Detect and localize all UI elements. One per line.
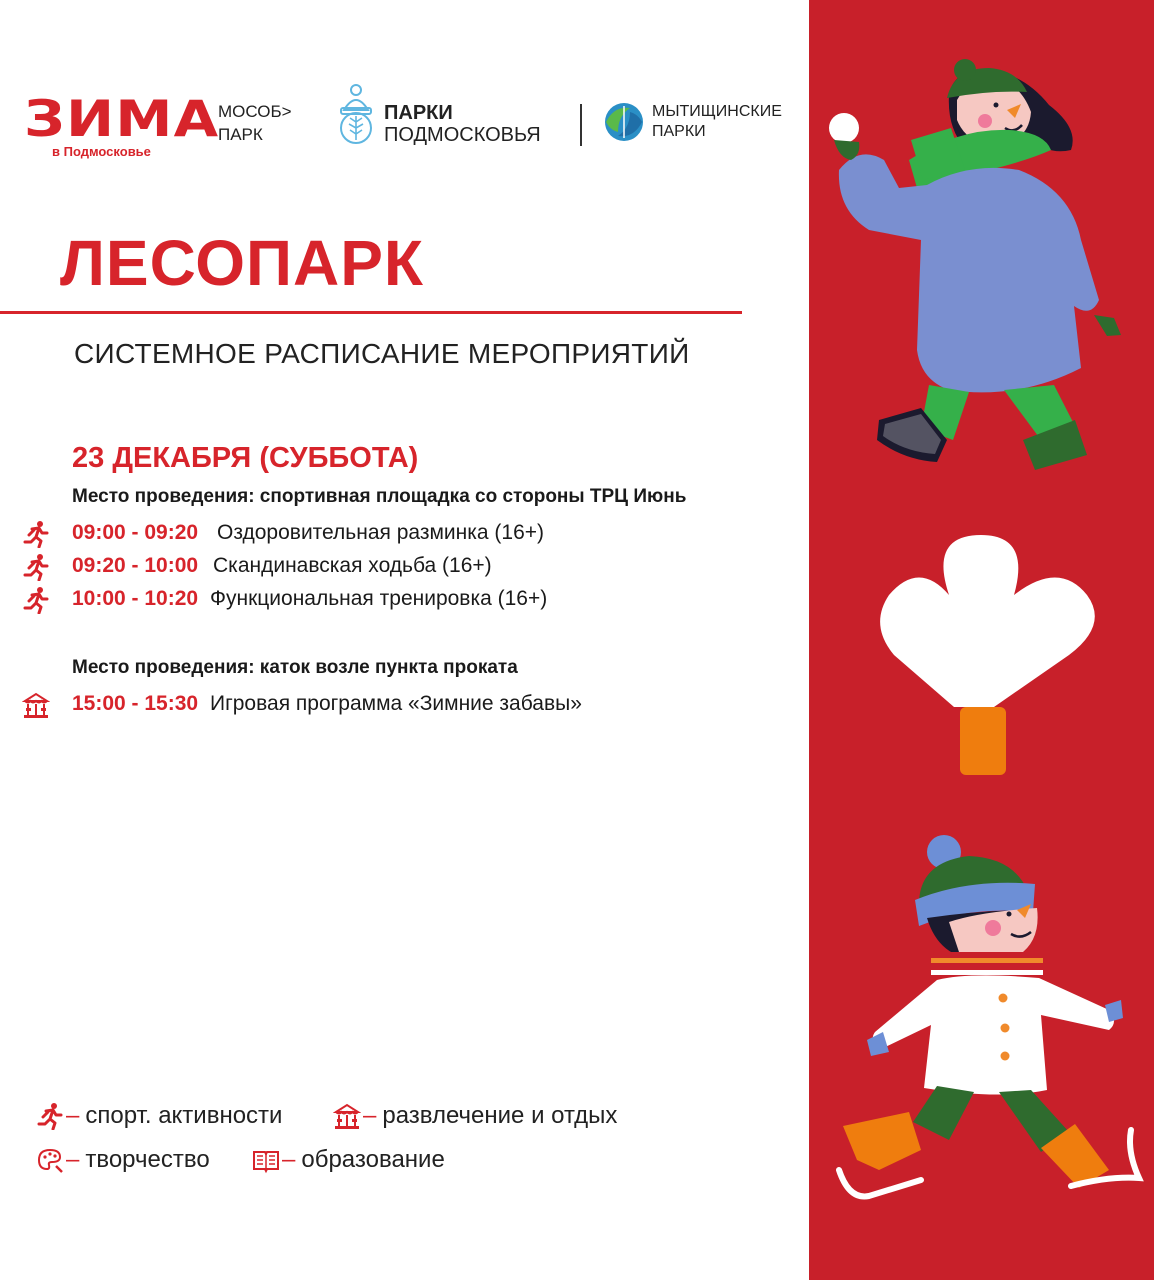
event-time: 10:00 - 10:20: [72, 587, 199, 610]
mosoblpark-logo: [218, 100, 292, 146]
runner-icon: [22, 520, 50, 548]
legend-label: развлечение и отдых: [382, 1102, 618, 1129]
event-time: 09:00 - 09:20: [72, 521, 199, 544]
carousel-icon: [22, 691, 50, 719]
zima-logo: [24, 90, 220, 159]
legend-dash: –: [66, 1146, 80, 1173]
page-subtitle: СИСТЕМНОЕ РАСПИСАНИЕ МЕРОПРИЯТИЙ: [74, 338, 690, 369]
legend-dash: –: [282, 1146, 296, 1173]
girl-with-snowball-illustration: [809, 0, 1154, 500]
mytishchi-parks-logo: [604, 102, 782, 142]
legend-edu: [252, 1146, 445, 1174]
event-name: Игровая программа «Зимние забавы»: [210, 692, 582, 715]
venue-label: Место проведения: каток возле пункта проката: [72, 657, 518, 678]
runner-icon: [22, 553, 50, 581]
parki-podmoskovya-logo: [336, 84, 541, 146]
runner-icon: [36, 1102, 64, 1130]
legend-fun: [333, 1102, 617, 1130]
legend-label: творчество: [85, 1146, 210, 1173]
mosoblpark-logo-line1: МОСОБ>: [218, 102, 292, 121]
boy-skating-illustration: [809, 800, 1154, 1280]
myt-logo-line2: ПАРКИ: [652, 123, 706, 140]
logo-divider: [580, 104, 582, 146]
book-icon: [252, 1146, 280, 1174]
zima-logo-subtitle: в Подмосковье: [52, 144, 151, 159]
decorative-panel: [809, 0, 1154, 1280]
legend-label: спорт. активности: [85, 1102, 283, 1129]
event-time: 15:00 - 15:30: [72, 692, 199, 715]
event-time: 09:20 - 10:00: [72, 554, 199, 577]
runner-icon: [22, 586, 50, 614]
event-name: Функциональная тренировка (16+): [210, 587, 548, 610]
tree-illustration: [809, 525, 1154, 785]
legend-art: [36, 1146, 210, 1174]
mosoblpark-logo-line2: ПАРК: [218, 125, 263, 144]
legend-sport: [36, 1102, 282, 1130]
legend-dash: –: [66, 1102, 80, 1129]
venue-label: Место проведения: спортивная площадка со стороны ТРЦ Июнь: [72, 486, 687, 507]
legend-label: образование: [301, 1146, 445, 1173]
parki-logo-line2: ПОДМОСКОВЬЯ: [384, 124, 541, 146]
zima-logo-text: ЗИМА: [24, 90, 220, 148]
parki-logo-line1: ПАРКИ: [384, 102, 453, 124]
leaf-globe-icon: [604, 102, 644, 142]
legend-dash: –: [363, 1102, 377, 1129]
title-underline: [0, 311, 742, 314]
hat-leaf-icon: [336, 84, 376, 146]
event-name: Оздоровительная разминка (16+): [217, 521, 545, 544]
carousel-icon: [333, 1102, 361, 1130]
palette-icon: [36, 1146, 64, 1174]
event-name: Скандинавская ходьба (16+): [213, 554, 492, 577]
page-title: ЛЕСОПАРК: [60, 227, 424, 299]
myt-logo-line1: МЫТИЩИНСКИЕ: [652, 103, 782, 120]
event-date: 23 ДЕКАБРЯ (СУББОТА): [72, 442, 419, 474]
